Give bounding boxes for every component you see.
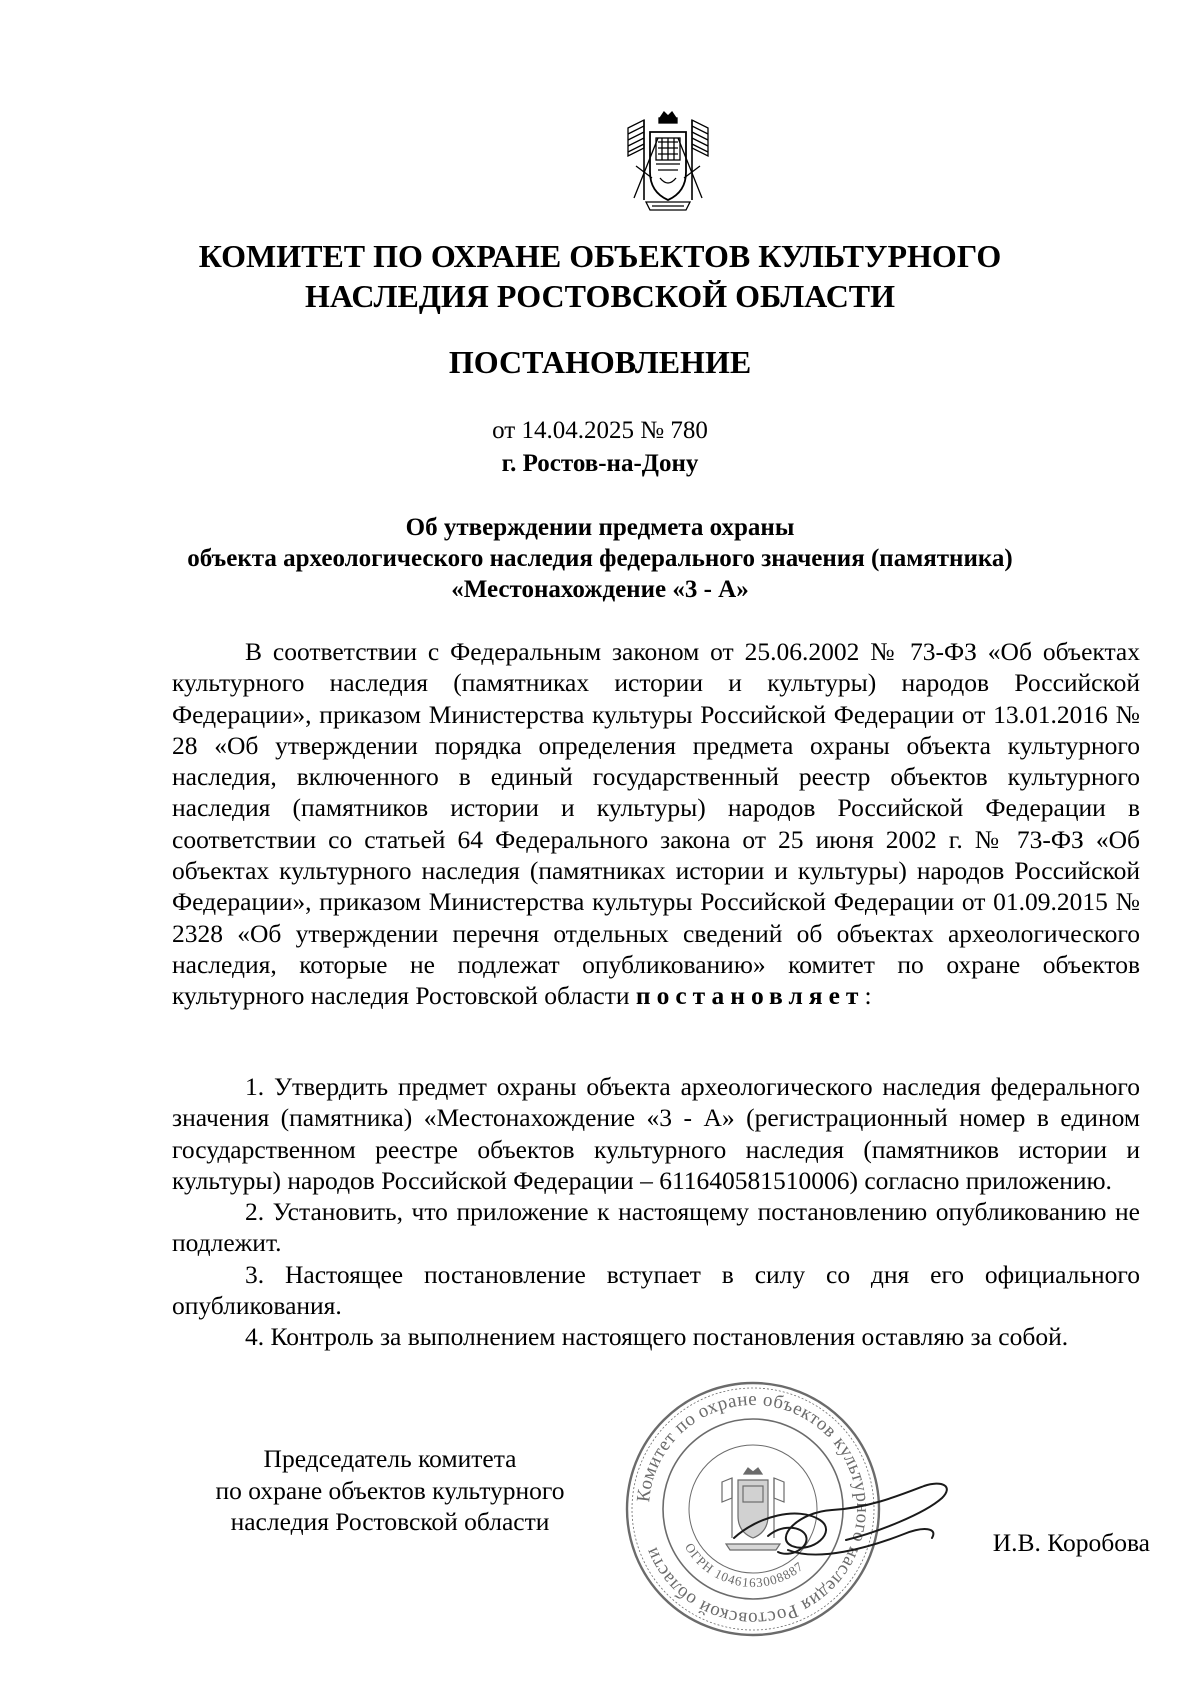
organization-title: [150, 236, 1050, 316]
document-type: ПОСТАНОВЛЕНИЕ: [448, 344, 752, 380]
document-date-number: от 14.04.2025 № 780: [492, 417, 708, 444]
document-subject: [150, 512, 1050, 605]
preamble-colon: :: [864, 981, 872, 1011]
signatory-position-line: Председатель комитета: [263, 1444, 517, 1473]
signatory-position: [180, 1443, 600, 1538]
signatory-position-line: по охране объектов культурного: [215, 1475, 565, 1505]
handwritten-signature: [728, 1476, 964, 1572]
preamble-paragraph: [172, 636, 1140, 1012]
subject-line: Об утверждении предмета охраны: [405, 514, 795, 541]
resolution-item: 2. Установить, что приложение к настоящему постановлению опубликованию не подлежит.: [172, 1197, 1140, 1258]
organization-title-line: КОМИТЕТ ПО ОХРАНЕ ОБЪЕКТОВ КУЛЬТУРНОГО: [198, 238, 1002, 274]
organization-title-line: НАСЛЕДИЯ РОСТОВСКОЙ ОБЛАСТИ: [304, 278, 896, 314]
document-city: г. Ростов-на-Дону: [501, 450, 699, 477]
resolution-item: 3. Настоящее постановление вступает в силу со дня его официального опубликования.: [172, 1259, 1140, 1321]
seal-ogrn-text: ОГРН 1046163008887: [681, 1540, 807, 1591]
coat-of-arms-emblem: [614, 108, 722, 216]
resolution-items: [172, 1071, 1140, 1353]
resolves-word: постановляет: [635, 981, 865, 1011]
signatory-position-line: наследия Ростовской области: [230, 1507, 550, 1536]
subject-line: «Местонахождение «3 - А»: [451, 576, 749, 603]
resolution-item: 1. Утвердить предмет охраны объекта археологического наследия федерального значения (памятника) «Местонахождение «3 - А» (регистрационный номер в едином государственном реестре объектов культурного наследия (памятников истории и культуры) народов Российской Федерации – 611640581510006) согласно приложению.: [172, 1072, 1140, 1195]
preamble-text: В соответствии с Федеральным законом от 25.06.2002 № 73-ФЗ «Об объектах культурного наследия (памятниках истории и культуры) народов Российской Федерации», приказом Министерства культуры Российской Федерации от 13.01.2016 № 28 «Об утверждении порядка определения предмета охраны объекта культурного наследия, включенного в единый государственный реестр объектов культурного наследия (памятников истории и культуры) народов Российской Федерации в соответствии со статьей 64 Федерального закона от 25 июня 2002 г. № 73-ФЗ «Об объектах культурного наследия (памятниках истории и культуры) народов Российской Федерации», приказом Министерства культуры Российской Федерации от 01.09.2015 № 2328 «Об утверждении перечня отдельных сведений об объектах археологического наследия, которые не подлежат опубликованию» комитет по охране объектов культурного наследия Ростовской области: [172, 637, 1140, 1011]
seal-outer-text: Комитет по охране объектов культурного наследия Ростовской области: [633, 1388, 874, 1630]
signatory-name: И.В. Коробова: [992, 1528, 1150, 1557]
resolution-item: 4. Контроль за выполнением настоящего постановления оставляю за собой.: [245, 1322, 1069, 1352]
subject-line: объекта археологического наследия федерального значения (памятника): [187, 545, 1013, 572]
